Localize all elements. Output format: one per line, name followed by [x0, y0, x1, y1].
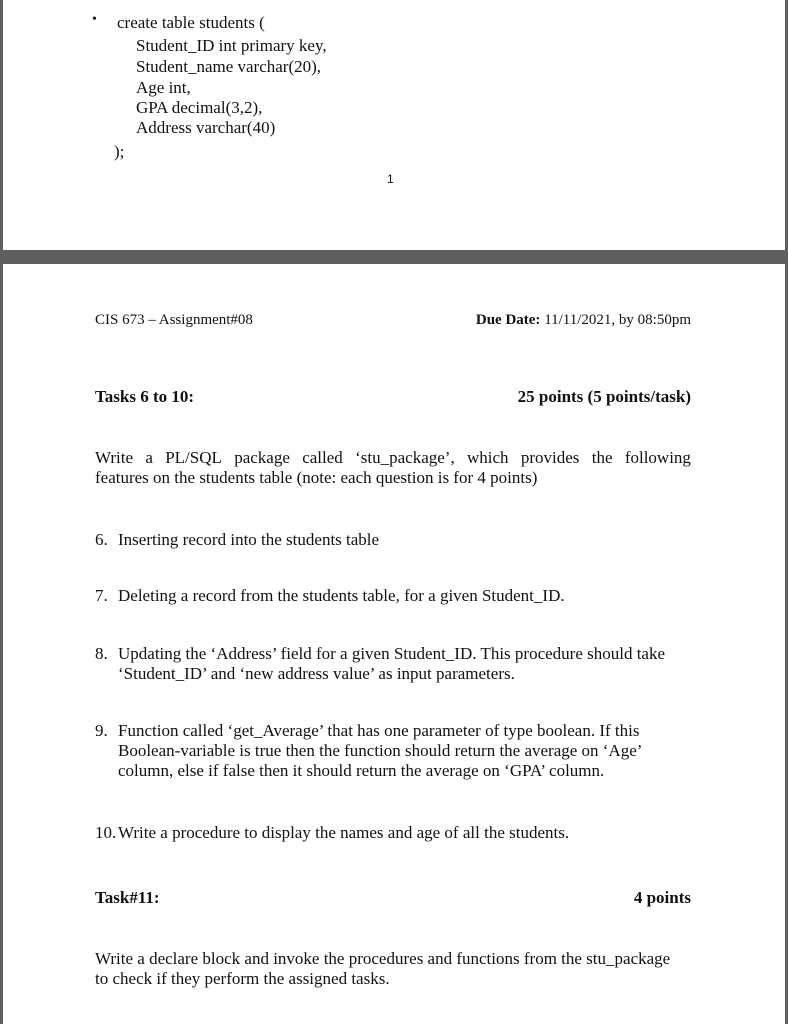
course-header: CIS 673 – Assignment#08 — [95, 312, 253, 328]
item-number: 7. — [95, 586, 108, 605]
item-line: Write a procedure to display the names and age of all the students. — [118, 823, 570, 842]
word: Write — [95, 448, 134, 467]
closing-line: Write a declare block and invoke the procedures and functions from the stu_package — [95, 949, 671, 968]
intro-line-2: features on the students table (note: each question is for 4 points) — [95, 468, 538, 487]
item-number: 10. — [95, 823, 117, 842]
due-date-label: Due Date: — [475, 312, 541, 328]
due-date-value: 11/11/2021, by 08:50pm — [544, 312, 691, 328]
closing-paragraph — [95, 949, 691, 989]
code-line: Address varchar(40) — [136, 118, 276, 137]
word: following — [624, 448, 691, 467]
tasks-title: Tasks 6 to 10: — [95, 387, 195, 406]
word: provides — [520, 448, 580, 467]
item-line: Function called ‘get_Average’ that has one parameter of type boolean. If this — [118, 721, 640, 740]
item-text — [118, 644, 693, 684]
code-line: GPA decimal(3,2), — [136, 98, 263, 117]
item-number: 9. — [95, 721, 108, 740]
item-text — [118, 823, 693, 843]
code-line: Student_ID int primary key, — [136, 36, 327, 55]
due-date — [476, 312, 691, 329]
intro-paragraph — [95, 448, 691, 488]
bullet-icon: • — [92, 12, 97, 27]
code-line: create table students ( — [117, 13, 265, 32]
item-text — [118, 530, 693, 550]
item-line: ‘Student_ID’ and ‘new address value’ as input parameters. — [118, 664, 515, 683]
item-line: Inserting record into the students table — [118, 530, 380, 549]
item-text — [118, 586, 693, 606]
word: PL/SQL — [165, 448, 222, 467]
tasks-points: 25 points (5 points/task) — [517, 387, 691, 406]
document-page-2 — [3, 264, 785, 1024]
word: which — [467, 448, 509, 467]
task11-title: Task#11: — [95, 888, 160, 907]
word: the — [591, 448, 613, 467]
page-number: 1 — [387, 172, 394, 186]
document-page-1 — [3, 0, 785, 250]
item-line: Deleting a record from the students table, for a given Student_ID. — [118, 586, 565, 605]
word: ‘stu_package’, — [355, 448, 455, 467]
intro-line-1 — [95, 448, 691, 468]
word: package — [234, 448, 290, 467]
item-line: Boolean-variable is true then the function should return the average on ‘Age’ — [118, 741, 643, 760]
code-line: Student_name varchar(20), — [136, 57, 322, 76]
code-line: ); — [114, 142, 125, 161]
word: a — [145, 448, 153, 467]
word: called — [302, 448, 343, 467]
item-line: column, else if false then it should return the average on ‘GPA’ column. — [118, 761, 605, 780]
task11-points: 4 points — [633, 888, 691, 907]
closing-line: to check if they perform the assigned tasks. — [95, 969, 390, 988]
code-line: Age int, — [136, 78, 191, 97]
item-number: 6. — [95, 530, 108, 549]
item-number: 8. — [95, 644, 108, 663]
item-text — [118, 721, 693, 781]
item-line: Updating the ‘Address’ field for a given Student_ID. This procedure should take — [118, 644, 666, 663]
